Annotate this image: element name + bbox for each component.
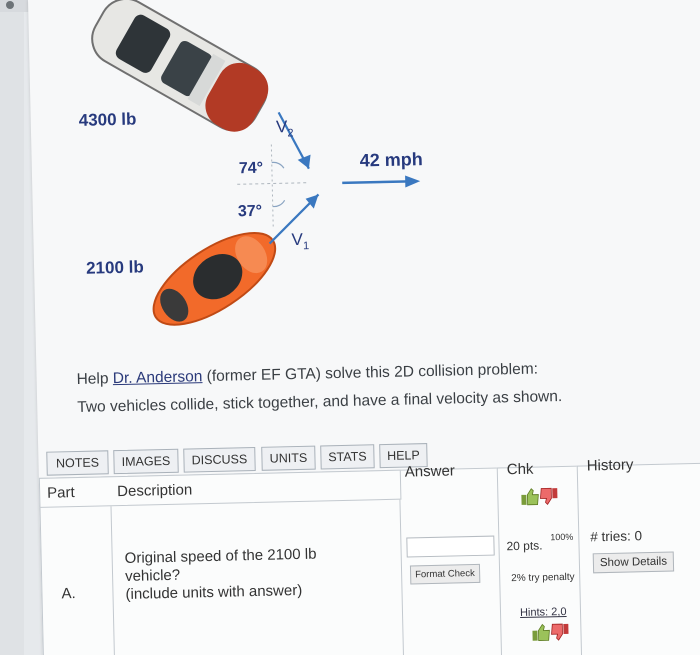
v1-label-subscript: 1 — [302, 240, 310, 253]
format-check-button[interactable]: Format Check — [410, 564, 480, 585]
header-history: History — [586, 456, 634, 475]
v1-label — [291, 230, 309, 253]
thumbs-up-icon[interactable] — [521, 489, 538, 505]
try-penalty-text: 2% try penalty — [511, 571, 575, 585]
final-speed-label: 42 mph — [359, 149, 423, 171]
description-cell — [125, 546, 318, 604]
points-text: 20 pts. — [506, 538, 543, 554]
v2-label — [276, 117, 294, 140]
tab-notes[interactable]: NOTES — [46, 450, 109, 475]
v2-label-subscript: 2 — [287, 127, 294, 140]
angle-top-label: 74° — [238, 159, 264, 178]
dashed-vertical-icon — [271, 145, 273, 230]
tries-text: # tries: 0 — [590, 528, 643, 545]
problem-statement-line-1 — [76, 361, 538, 389]
header-description: Description — [116, 481, 193, 501]
description-line-2: vehicle? — [124, 566, 181, 585]
tab-images[interactable]: IMAGES — [113, 449, 179, 474]
description-line-3: (include units with answer) — [125, 581, 303, 603]
car-bottom-weight-label: 2100 lb — [85, 257, 144, 278]
header-answer: Answer — [404, 462, 456, 481]
percent-text: 100% — [550, 531, 574, 543]
angle-arc-bottom-icon — [273, 200, 285, 206]
angle-arc-top-icon — [272, 162, 284, 168]
angle-bottom-label: 37° — [237, 202, 263, 221]
left-page-margin — [0, 12, 24, 655]
tab-discuss[interactable]: DISCUSS — [183, 447, 256, 473]
thumbs-down-icon[interactable] — [540, 488, 557, 504]
description-line-1: Original speed of the 2100 lb — [124, 545, 317, 567]
thumbs-up-icon-bottom[interactable] — [532, 624, 549, 640]
problem-statement-line-2: Two vehicles collide, stick together, and have a final velocity as shown. — [77, 387, 563, 416]
answer-input[interactable] — [406, 536, 494, 558]
problem-prefix: Help — [76, 370, 113, 388]
collision-diagram — [28, 0, 700, 360]
part-label: A. — [61, 585, 76, 603]
tab-units[interactable]: UNITS — [261, 446, 316, 471]
car-top-weight-label: 4300 lb — [78, 109, 137, 130]
v2-label-letter: V — [275, 117, 288, 137]
header-chk: Chk — [506, 460, 534, 479]
problem-suffix: (former EF GTA) solve this 2D collision problem: — [202, 360, 539, 386]
lock-icon — [6, 1, 14, 9]
final-velocity-arrow-icon — [342, 181, 410, 183]
dashed-horizontal-icon — [237, 183, 307, 185]
problem-sheet — [28, 0, 700, 655]
tab-stats[interactable]: STATS — [320, 444, 375, 469]
show-details-button[interactable]: Show Details — [593, 551, 675, 573]
hints-link[interactable]: Hints: 2,0 — [519, 605, 567, 619]
car-bottom-icon — [139, 215, 289, 342]
thumbs-down-icon-bottom[interactable] — [551, 624, 568, 640]
tab-help[interactable]: HELP — [379, 443, 428, 468]
v1-label-letter: V — [291, 229, 304, 250]
tab-bar — [46, 448, 420, 476]
header-part: Part — [47, 484, 75, 502]
dr-anderson-link[interactable]: Dr. Anderson — [112, 368, 203, 388]
